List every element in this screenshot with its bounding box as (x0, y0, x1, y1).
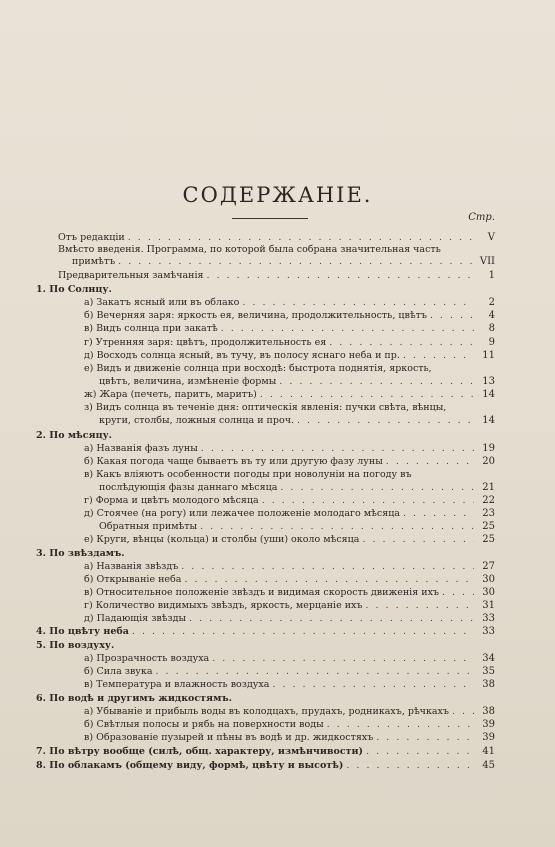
toc-entry-page: 21 (482, 482, 495, 493)
toc-entry (84, 561, 495, 573)
toc-entry-text: 2. По мѣсяцу. (36, 430, 112, 441)
toc-entry (84, 310, 495, 322)
toc-section-heading (36, 284, 112, 296)
toc-entry-page: 31 (482, 600, 495, 611)
toc-entry (84, 587, 495, 599)
leader-dots (346, 760, 474, 772)
toc-section-heading (36, 746, 495, 758)
toc-entry-page: 4 (488, 310, 495, 321)
toc-entry (99, 415, 495, 427)
toc-entry-page: V (487, 232, 495, 243)
toc-entry-text: 6. По водѣ и другимъ жидкостямъ. (36, 693, 232, 704)
toc-entry-page: 45 (482, 760, 495, 771)
toc-entry (58, 270, 495, 282)
toc-entry-text: б) Вечерняя заря: яркость ея, величина, продолжительность, цвѣтъ (84, 310, 427, 321)
leader-dots (201, 443, 474, 455)
toc-entry-text: 7. По вѣтру вообще (силѣ, общ. характеру, измѣнчивости) (36, 746, 364, 757)
toc-entry-page: 2 (488, 297, 495, 308)
leader-dots (327, 719, 474, 731)
toc-entry (84, 613, 495, 625)
toc-section-heading (36, 626, 495, 638)
toc-entry-page: 38 (482, 706, 495, 717)
toc-entry-text: в) Относительное положеніе звѣздъ и видимая скорость движенія ихъ (84, 587, 439, 598)
toc-entry (58, 232, 495, 244)
toc-entry-text: в) Какъ вліяютъ особенности погоды при новолуніи на погоду въ (84, 469, 412, 480)
toc-entry (84, 732, 495, 744)
toc-entry-page: 9 (488, 337, 495, 348)
toc-entry (84, 297, 495, 309)
leader-dots (272, 679, 474, 691)
toc-entry-text: г) Количество видимыхъ звѣздъ, яркость, мерцаніе ихъ (84, 600, 363, 611)
toc-entry-text: Предварительныя замѣчанія (58, 270, 204, 281)
toc-entry-text: 3. По звѣздамъ. (36, 548, 125, 559)
toc-entry-page: 1 (488, 270, 495, 281)
page-column-header: Стр. (468, 212, 495, 223)
toc-entry-text: г) Утренняя заря: цвѣтъ, продолжительность ея (84, 337, 327, 348)
toc-entry (84, 495, 495, 507)
toc-entry-text: а) Убываніе и прибыль воды въ колодцахъ, прудахъ, родникахъ, рѣчкахъ (84, 706, 449, 717)
toc-entry-text: 8. По облакамъ (общему виду, формѣ, цвѣту и высотѣ) (36, 760, 344, 771)
toc-entry-page: 25 (482, 521, 495, 532)
toc-entry (99, 521, 495, 533)
toc-entry (84, 350, 495, 362)
toc-entry-text: примѣтъ (72, 256, 116, 267)
toc-entry-text: круги, столбы, ложныя солнца и проч. (99, 415, 294, 426)
toc-entry-page: 34 (482, 653, 495, 664)
toc-entry (84, 653, 495, 665)
toc-entry (84, 574, 495, 586)
leader-dots (386, 456, 474, 468)
leader-dots (280, 482, 474, 494)
toc-section-heading (36, 430, 112, 442)
toc-entry-text: в) Видъ солнца при закатѣ (84, 323, 218, 334)
toc-entry (99, 376, 495, 388)
toc-entry-page: 30 (482, 587, 495, 598)
leader-dots (329, 337, 474, 349)
toc-entry-text: а) Названія фазъ луны (84, 443, 198, 454)
leader-dots (442, 587, 474, 599)
toc-entry-text: а) Названія звѣздъ (84, 561, 179, 572)
toc-entry (84, 600, 495, 612)
toc-entry-text: б) Свѣтлыя полосы и рябь на поверхности воды (84, 719, 324, 730)
toc-entry-text: Вмѣсто введенія. Программа, по которой была собрана значительная часть (58, 244, 441, 255)
toc-entry-text: Обратныя примѣты (99, 521, 198, 532)
toc-entry (84, 323, 495, 335)
toc-entry-page: 20 (482, 456, 495, 467)
toc-entry-text: Отъ редакціи (58, 232, 125, 243)
toc-entry-text: 5. По воздуху. (36, 640, 115, 651)
toc-entry-page: 23 (482, 508, 495, 519)
toc-entry-text: в) Образованіе пузырей и пѣны въ водѣ и др. жидкостяхъ (84, 732, 374, 743)
toc-entry (84, 679, 495, 691)
toc-entry-text: в) Температура и влажность воздуха (84, 679, 270, 690)
toc-entry-page: 33 (482, 626, 495, 637)
toc-entry-page: 41 (482, 746, 495, 757)
toc-entry-text: 1. По Солнцу. (36, 284, 112, 295)
toc-entry (99, 482, 495, 494)
toc-entry-page: 39 (482, 719, 495, 730)
toc-entry-text: д) Стоячее (на рогу) или лежачее положеніе молодаго мѣсяца (84, 508, 400, 519)
toc-entry (84, 508, 495, 520)
toc-entry-page: 33 (482, 613, 495, 624)
toc-entry (58, 244, 441, 256)
toc-entry (84, 456, 495, 468)
leader-dots (242, 297, 474, 309)
toc-entry-text: д) Падающія звѣзды (84, 613, 187, 624)
toc-entry-page: 30 (482, 574, 495, 585)
toc-entry (84, 337, 495, 349)
leader-dots (365, 600, 474, 612)
toc-entry-page: 14 (482, 389, 495, 400)
leader-dots (297, 415, 474, 427)
leader-dots (200, 521, 474, 533)
toc-entry-text: е) Видъ и движеніе солнца при восходѣ: быстрота поднятія, яркость, (84, 363, 432, 374)
leader-dots (118, 256, 474, 268)
toc-section-heading (36, 760, 495, 772)
toc-entry-text: а) Прозрачность воздуха (84, 653, 210, 664)
toc-entry-text: г) Форма и цвѣтъ молодого мѣсяца (84, 495, 259, 506)
toc-entry-text: д) Восходъ солнца ясный, въ тучу, въ полосу яснаго неба и пр. (84, 350, 400, 361)
toc-entry-text: б) Открываніе неба (84, 574, 182, 585)
leader-dots (376, 732, 474, 744)
toc-entry-page: 25 (482, 534, 495, 545)
toc-entry (84, 719, 495, 731)
toc-entry (84, 666, 495, 678)
toc-entry-text: а) Закатъ ясный или въ облако (84, 297, 240, 308)
toc-entry-page: 38 (482, 679, 495, 690)
toc-entry-page: 35 (482, 666, 495, 677)
toc-entry-page: 19 (482, 443, 495, 454)
leader-dots (403, 350, 474, 362)
toc-entry (84, 363, 432, 375)
toc-entry-text: б) Сила звука (84, 666, 153, 677)
leader-dots (128, 232, 474, 244)
leader-dots (430, 310, 474, 322)
leader-dots (260, 389, 474, 401)
toc-entry-page: 39 (482, 732, 495, 743)
leader-dots (262, 495, 474, 507)
leader-dots (181, 561, 474, 573)
leader-dots (279, 376, 474, 388)
toc-entry-page: 11 (482, 350, 495, 361)
page-title: СОДЕРЖАНІЕ. (182, 183, 373, 207)
toc-section-heading (36, 640, 114, 652)
toc-entry-page: VII (479, 256, 495, 267)
leader-dots (132, 626, 474, 638)
toc-entry (84, 534, 495, 546)
leader-dots (403, 508, 474, 520)
toc-entry-text: е) Круги, вѣнцы (кольца) и столбы (уши) около мѣсяца (84, 534, 360, 545)
leader-dots (189, 613, 474, 625)
toc-entry (84, 706, 495, 718)
toc-entry-page: 8 (488, 323, 495, 334)
toc-entry-page: 14 (482, 415, 495, 426)
leader-dots (366, 746, 474, 758)
leader-dots (207, 270, 474, 282)
toc-entry-page: 22 (482, 495, 495, 506)
toc-entry (84, 402, 446, 414)
leader-dots (184, 574, 474, 586)
toc-entry-text: б) Какая погода чаще бываетъ въ ту или другую фазу луны (84, 456, 383, 467)
toc-entry-text: цвѣтъ, величина, измѣненіе формы (99, 376, 277, 387)
toc-entry-text: ж) Жара (печеть, паритъ, маритъ) (84, 389, 257, 400)
toc-entry-page: 27 (482, 561, 495, 572)
toc-entry (84, 389, 495, 401)
toc-entry-text: 4. По цвѣту неба (36, 626, 129, 637)
toc-section-heading (36, 693, 232, 705)
toc-entry (72, 256, 495, 268)
toc-entry-text: з) Видъ солнца въ теченіе дня: оптическія явленія: пучки свѣта, вѣнцы, (84, 402, 447, 413)
toc-section-heading (36, 548, 125, 560)
leader-dots (212, 653, 474, 665)
leader-dots (221, 323, 474, 335)
toc-entry (84, 443, 495, 455)
leader-dots (362, 534, 474, 546)
toc-entry (84, 469, 412, 481)
toc-entry-text: послѣдующія фазы даннаго мѣсяца (99, 482, 278, 493)
toc-entry-page: 13 (482, 376, 495, 387)
leader-dots (156, 666, 475, 678)
leader-dots (452, 706, 474, 718)
